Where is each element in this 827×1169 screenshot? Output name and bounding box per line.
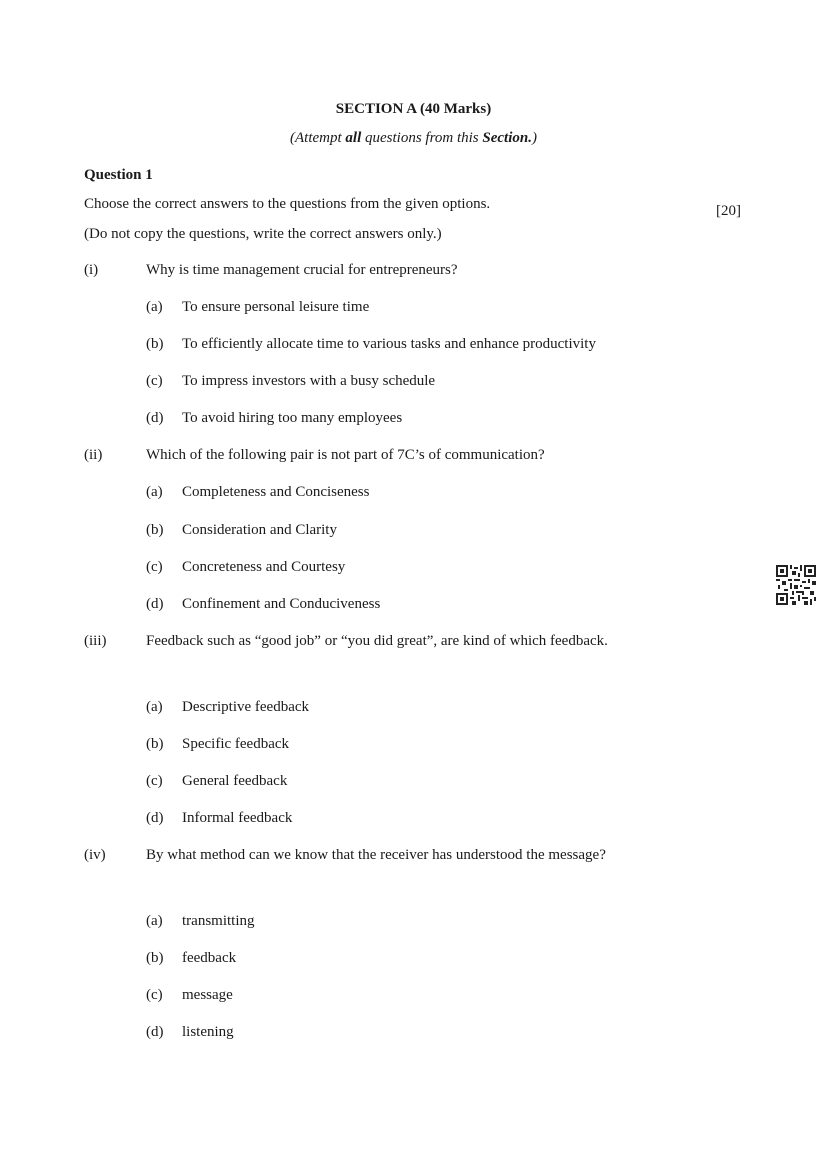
- option-text: To impress investors with a busy schedule: [182, 373, 436, 389]
- section-instruction-emphasis: all: [345, 130, 362, 146]
- option-label: (d): [146, 410, 164, 426]
- option-label: (b): [146, 336, 164, 352]
- option-label: (a): [146, 299, 163, 315]
- item-question: Which of the following pair is not part of 7C’s of communication?: [146, 447, 545, 463]
- item-number: (iv): [84, 847, 106, 863]
- option-label: (b): [146, 522, 164, 538]
- option-label: (d): [146, 596, 164, 612]
- option-label: (b): [146, 736, 164, 752]
- item-number: (iii): [84, 633, 107, 649]
- section-instruction: [0, 130, 827, 147]
- section-instruction-part: ): [531, 130, 537, 146]
- question-instruction: Choose the correct answers to the questions from the given options.: [84, 196, 491, 212]
- option-label: (d): [146, 1024, 164, 1040]
- option-label: (a): [146, 484, 163, 500]
- option-label: (c): [146, 773, 163, 789]
- option-label: (a): [146, 699, 163, 715]
- qr-code-icon: [776, 565, 816, 605]
- option-label: (c): [146, 559, 163, 575]
- item-number: (ii): [84, 447, 103, 463]
- option-label: (a): [146, 913, 163, 929]
- option-label: (d): [146, 810, 164, 826]
- option-text: Specific feedback: [182, 736, 290, 752]
- question-marks: [20]: [716, 203, 741, 219]
- item-question: By what method can we know that the receiver has understood the message?: [146, 847, 606, 863]
- question-title: Question 1: [84, 167, 153, 183]
- option-label: (c): [146, 373, 163, 389]
- item-question: Why is time management crucial for entrepreneurs?: [146, 262, 458, 278]
- option-text: Descriptive feedback: [182, 699, 310, 715]
- option-text: transmitting: [182, 913, 255, 929]
- option-text: Confinement and Conduciveness: [182, 596, 381, 612]
- option-text: To avoid hiring too many employees: [182, 410, 403, 426]
- item-number: (i): [84, 262, 99, 278]
- section-instruction-part: questions from this: [361, 130, 483, 146]
- option-label: (b): [146, 950, 164, 966]
- option-text: listening: [182, 1024, 234, 1040]
- option-text: Informal feedback: [182, 810, 293, 826]
- option-text: feedback: [182, 950, 237, 966]
- section-instruction-part: (Attempt: [290, 130, 346, 146]
- section-instruction-emphasis: Section.: [482, 130, 532, 146]
- option-text: Consideration and Clarity: [182, 522, 337, 538]
- option-text: Concreteness and Courtesy: [182, 559, 346, 575]
- section-title: SECTION A (40 Marks): [335, 101, 492, 117]
- item-question: Feedback such as “good job” or “you did great”, are kind of which feedback.: [146, 633, 608, 649]
- option-text: To ensure personal leisure time: [182, 299, 370, 315]
- question-note: (Do not copy the questions, write the correct answers only.): [84, 226, 442, 242]
- option-text: To efficiently allocate time to various tasks and enhance productivity: [182, 336, 596, 352]
- option-label: (c): [146, 987, 163, 1003]
- option-text: message: [182, 987, 233, 1003]
- option-text: General feedback: [182, 773, 288, 789]
- option-text: Completeness and Conciseness: [182, 484, 370, 500]
